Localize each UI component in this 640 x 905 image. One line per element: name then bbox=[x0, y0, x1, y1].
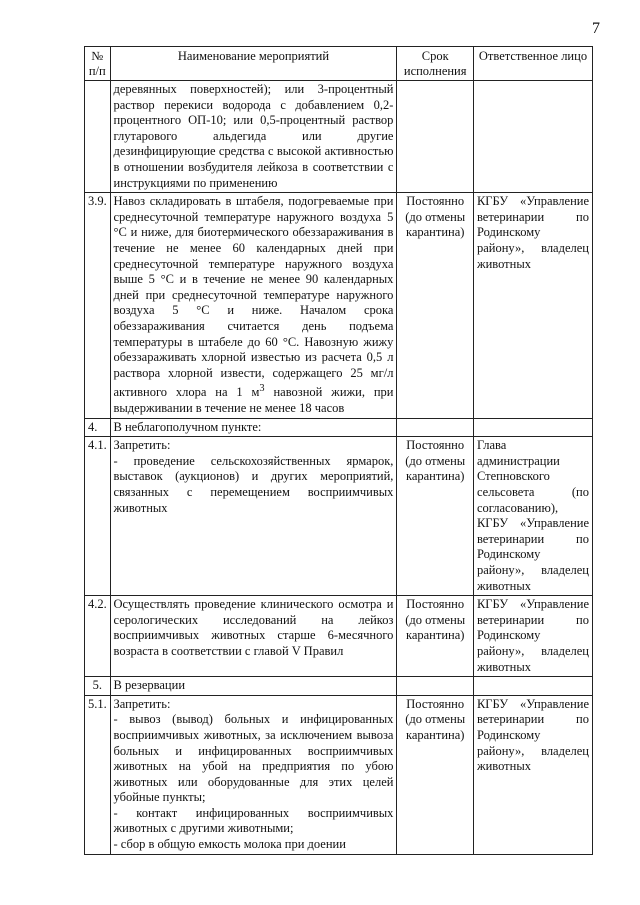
section-empty-term bbox=[397, 418, 474, 437]
row-text: Осуществлять проведение клинического осмотра и серологических исследований на лейкоз восприимчивых животных старше 6-месячного возраста в соответствии с главой V Правил bbox=[110, 596, 397, 677]
table-header-row bbox=[85, 47, 593, 81]
row-num: 5.1. bbox=[85, 695, 111, 854]
page-number: 7 bbox=[592, 20, 600, 37]
row-responsible bbox=[473, 81, 592, 193]
section-empty-resp bbox=[473, 418, 592, 437]
row-responsible: КГБУ «Управление ветеринарии по Родинскому району», владелец животных bbox=[473, 596, 592, 677]
row-responsible: КГБУ «Управление ветеринарии по Родинскому району», владелец животных bbox=[473, 193, 592, 418]
row-text bbox=[110, 437, 397, 596]
table-row bbox=[85, 193, 593, 418]
superscript-cubic: 3 bbox=[259, 383, 265, 395]
row-text-title: Запретить: bbox=[113, 438, 171, 453]
row-num: 4.2. bbox=[85, 596, 111, 677]
header-name: Наименование мероприятий bbox=[110, 47, 397, 81]
row-text-item: - вывоз (вывод) больных и инфицированных восприимчивых животных, за исключением вывоза больных и инфицированных восприимчивых животных на убой на предприятия по убою животных или оборудованные для этих целей убойные пункты; bbox=[113, 712, 394, 805]
row-text-item: - сбор в общую емкость молока при доении bbox=[113, 837, 346, 852]
table-row bbox=[85, 437, 593, 596]
row-text-title: Запретить: bbox=[113, 696, 171, 711]
section-row bbox=[85, 677, 593, 696]
row-num: 4.1. bbox=[85, 437, 111, 596]
table-row bbox=[85, 695, 593, 854]
row-text-main: Навоз складировать в штабеля, подогреваемые при среднесуточной температуре наружного воздуха 5 °С и ниже, для биотермического обеззараживания в течение не менее 60 календарных дней при среднесуточной температуре наружного воздуха выше 5 °С и в течение не менее 90 календарных дней при среднесуточной температуре наружного воздуха 5 °С и ниже. Началом срока обеззараживания считается день подъема температуры в штабеле до 60 °С. Навозную жижу обеззараживать хлорной известью из расчета 0,5 л раствора хлорной извести, содержащего 25 мг/л активного хлора на 1 м bbox=[113, 194, 394, 400]
row-responsible: Глава администрации Степновского сельсовета (по согласованию), КГБУ «Управление ветеринарии по Родинскому району», владелец животных bbox=[473, 437, 592, 596]
row-text bbox=[110, 695, 397, 854]
row-term bbox=[397, 81, 474, 193]
row-responsible: КГБУ «Управление ветеринарии по Родинскому району», владелец животных bbox=[473, 695, 592, 854]
table-row bbox=[85, 81, 593, 193]
section-num: 5. bbox=[85, 677, 111, 696]
measures-table bbox=[84, 46, 593, 855]
row-term: Постоянно (до отмены карантина) bbox=[397, 596, 474, 677]
section-title: В неблагополучном пункте: bbox=[110, 418, 397, 437]
row-term: Постоянно (до отмены карантина) bbox=[397, 437, 474, 596]
row-num bbox=[85, 81, 111, 193]
row-text bbox=[110, 193, 397, 418]
section-empty-resp bbox=[473, 677, 592, 696]
row-text-tail: навозной жижи, при выдерживании в течение не менее 18 часов bbox=[113, 385, 394, 416]
section-row bbox=[85, 418, 593, 437]
section-empty-term bbox=[397, 677, 474, 696]
header-num: № п/п bbox=[85, 47, 111, 81]
table-row bbox=[85, 596, 593, 677]
header-responsible: Ответственное лицо bbox=[473, 47, 592, 81]
row-text-item: - проведение сельскохозяйственных ярмарок, выставок (аукционов) и других мероприятий, связанных с перемещением восприимчивых животных bbox=[113, 453, 394, 515]
header-term: Срок исполнения bbox=[397, 47, 474, 81]
row-term: Постоянно (до отмены карантина) bbox=[397, 193, 474, 418]
row-term: Постоянно (до отмены карантина) bbox=[397, 695, 474, 854]
section-num: 4. bbox=[85, 418, 111, 437]
row-num: 3.9. bbox=[85, 193, 111, 418]
row-text-item: - контакт инфицированных восприимчивых животных с другими животными; bbox=[113, 805, 394, 836]
section-title: В резервации bbox=[110, 677, 397, 696]
row-text: деревянных поверхностей); или 3-процентный раствор перекиси водорода с добавлением 0,2-процентного ОП-10; или 0,5-процентный раствор глутарового альдегида или другие дезинфицирующие средства с высокой активностью в отношении возбудителя лейкоза в соответствии с инструкциями по применению bbox=[110, 81, 397, 193]
